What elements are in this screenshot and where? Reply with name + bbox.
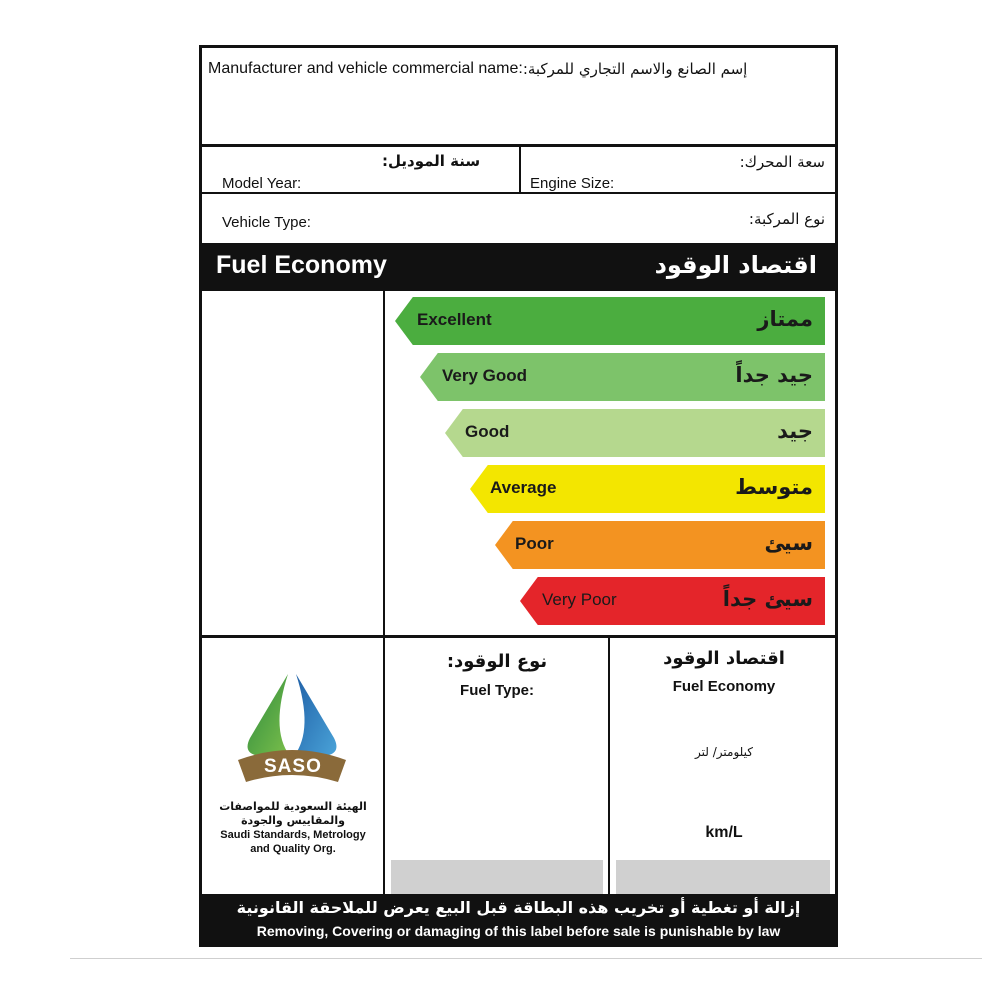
fuel-economy-label-ar: اقتصاد الوقود (663, 648, 785, 669)
rating-bar-poor (495, 521, 825, 569)
engine-size-label-ar: سعة المحرك: (739, 153, 825, 171)
vehicle-type-label-en: Vehicle Type: (222, 214, 311, 231)
fuel-type-value-field (391, 860, 603, 894)
fuel-type-label-en: Fuel Type: (460, 682, 534, 699)
divider (202, 192, 835, 194)
divider (383, 291, 385, 636)
legal-notice-footer (202, 894, 835, 944)
rating-label-en: Average (490, 478, 557, 497)
rating-bar-very-good (420, 353, 825, 401)
saso-org-ar-line2: والمقاييس والجودة (241, 814, 345, 827)
manufacturer-label-ar: إسم الصانع والاسم التجاري للمركبة: (522, 60, 748, 78)
saso-org-name (204, 800, 382, 856)
divider (608, 636, 610, 899)
rating-label-en: Very Poor (542, 590, 617, 609)
rating-label-en: Poor (515, 534, 554, 553)
rating-label-en: Very Good (442, 366, 528, 385)
saso-logo (230, 670, 354, 788)
divider (202, 635, 835, 638)
rating-label-ar: متوسط (735, 475, 813, 499)
rating-label-ar: سيئ (764, 531, 813, 555)
rating-label-ar: جيد جداً (735, 363, 813, 387)
legal-notice-ar: إزالة أو تغطية أو تخريب هذه البطاقة قبل البيع يعرض للملاحقة القانونية (236, 898, 801, 917)
page-rule (70, 958, 982, 959)
rating-bar-good (445, 409, 825, 457)
fuel-economy-unit-ar: كيلومتر/ لتر (695, 745, 753, 759)
saso-org-ar-line1: الهيئة السعودية للمواصفات (219, 800, 367, 813)
divider (519, 146, 521, 193)
model-year-label-en: Model Year: (222, 175, 302, 192)
rating-label-en: Excellent (417, 310, 492, 329)
legal-notice-en: Removing, Covering or damaging of this label before sale is punishable by law (256, 923, 781, 939)
rating-bar-very-poor (520, 577, 825, 625)
engine-size-label-en: Engine Size: (530, 175, 615, 192)
saso-org-en-line2: and Quality Org. (250, 843, 336, 855)
rating-bar-excellent (395, 297, 825, 345)
fuel-economy-value-field (616, 860, 830, 894)
manufacturer-row (208, 60, 829, 82)
fuel-economy-label-en: Fuel Economy (672, 678, 776, 695)
fuel-economy-unit-en: km/L (705, 824, 743, 841)
band-title-en: Fuel Economy (216, 251, 387, 279)
saso-org-en-line1: Saudi Standards, Metrology (220, 829, 366, 841)
saso-logo-text: SASO (264, 756, 322, 777)
manufacturer-label-en: Manufacturer and vehicle commercial name: (208, 60, 523, 77)
fuel-economy-label (199, 45, 838, 947)
band-title-ar: اقتصاد الوقود (654, 251, 817, 279)
rating-label-ar: جيد (777, 419, 813, 443)
model-year-label-ar: سنة الموديل: (382, 152, 481, 170)
rating-bar-average (470, 465, 825, 513)
rating-label-ar: ممتاز (757, 307, 813, 331)
rating-label-ar: سيئ جداً (722, 587, 813, 611)
divider (383, 636, 385, 899)
fuel-economy-band (202, 243, 835, 291)
rating-label-en: Good (465, 422, 510, 441)
fuel-type-label-ar: نوع الوقود: (446, 651, 548, 672)
vehicle-type-label-ar: نوع المركبة: (748, 210, 825, 228)
